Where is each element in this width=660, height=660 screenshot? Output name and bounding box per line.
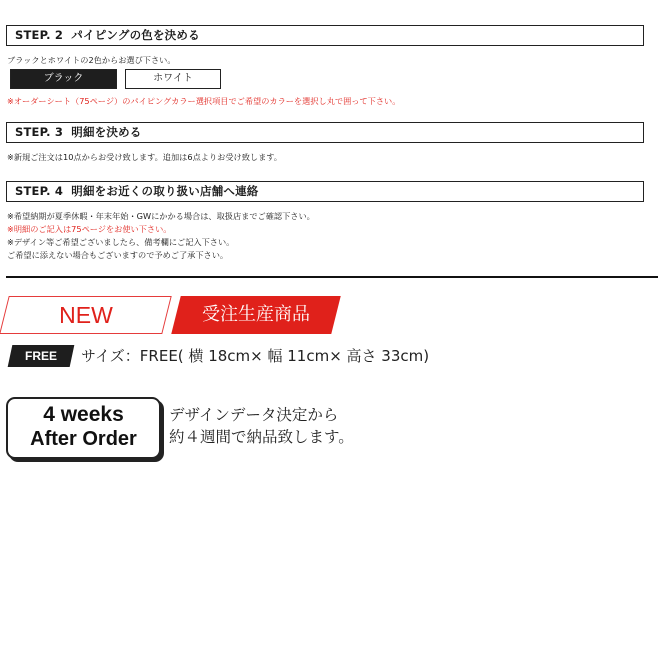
step2-header xyxy=(6,25,644,46)
weeks-badge-line2: After Order xyxy=(30,428,137,450)
step4-note-4: ご希望に添えない場合もございますので予めご了承下さい。 xyxy=(7,250,229,260)
step2-note: ※オーダーシート（75ページ）のパイピングカラー選択項目でご希望のカラーを選択し丸で囲って下さい。 xyxy=(7,96,401,106)
lead-time-text-2: 約４週間で納品致します。 xyxy=(169,428,354,446)
step3-note: ※新規ご注文は10点からお受け致します。追加は6点よりお受け致します。 xyxy=(7,152,282,162)
step2-label: STEP. 2 xyxy=(15,28,64,42)
step4-label: STEP. 4 xyxy=(15,184,64,198)
step4-title: 明細をお近くの取り扱い店舗へ連絡 xyxy=(71,184,259,198)
step3-label: STEP. 3 xyxy=(15,125,64,139)
section-divider xyxy=(6,276,658,278)
step3-header xyxy=(6,122,644,143)
order-made-badge: 受注生産商品 xyxy=(202,304,310,325)
size-spec: サイズ：FREE( 横 18cm× 幅 11cm× 高さ 33cm) xyxy=(81,347,430,365)
step3-title: 明細を決める xyxy=(71,125,142,139)
black-option-button[interactable]: ブラック xyxy=(10,69,117,89)
lead-time-text-1: デザインデータ決定から xyxy=(169,406,339,424)
new-badge: NEW xyxy=(59,302,113,328)
free-size-tag: FREE xyxy=(24,349,57,363)
step4-header xyxy=(6,181,644,202)
weeks-badge-line1: 4 weeks xyxy=(43,403,124,426)
step2-title: パイピングの色を決める xyxy=(71,28,200,42)
step2-description: ブラックとホワイトの2色からお選び下さい。 xyxy=(7,55,176,65)
step4-note-1: ※希望納期が夏季休暇・年末年始・GWにかかる場合は、取扱店までご確認下さい。 xyxy=(7,211,315,221)
step4-note-3: ※デザイン等ご希望ございましたら、備考欄にご記入下さい。 xyxy=(7,237,235,247)
step4-note-2: ※明細のご記入は75ページをお使い下さい。 xyxy=(7,224,172,234)
white-option-button[interactable]: ホワイト xyxy=(125,69,221,89)
